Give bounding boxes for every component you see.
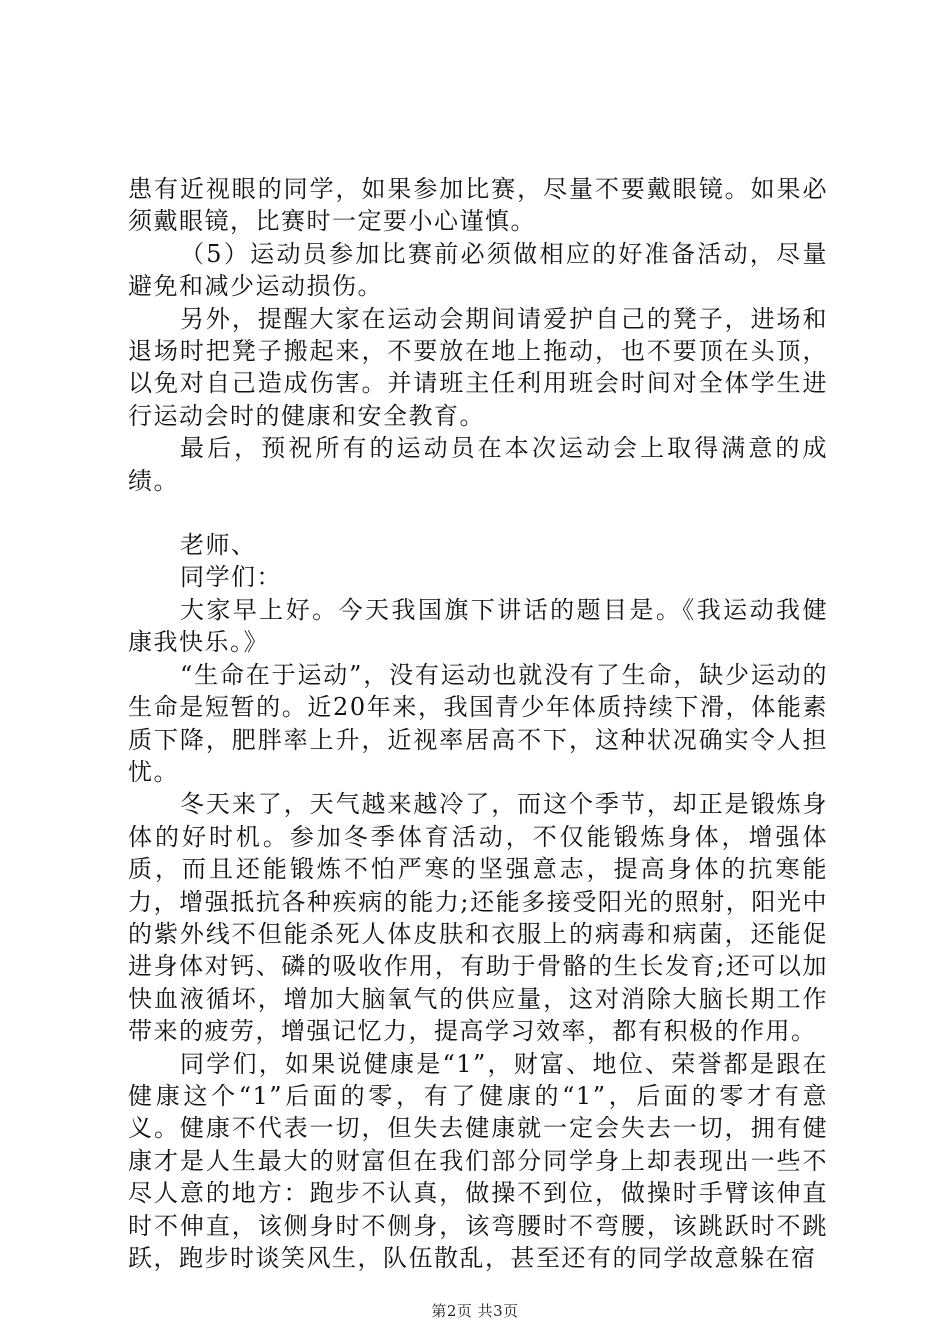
paragraph-health-is-one: 同学们，如果说健康是“1”，财富、地位、荣誉都是跟在健康这个“1”后面的零，有了健康的“1”，后面的零才有意义。健康不代表一切，但失去健康就一定会失去一切，拥有健康才是人生最大的财富但在我们部分同学身上却表现出一些不尽人意的地方：跑步不认真，做操不到位，做操时手臂该伸直时不伸直，该侧身时不侧身，该弯腰时不弯腰，该跳跃时不跳跃，跑步时谈笑风生，队伍散乱，甚至还有的同学故意躲在宿 — [128, 1049, 828, 1272]
salutation-students: 同学们： — [180, 563, 282, 592]
paragraph-life-in-motion: “生命在于运动”，没有运动也就没有了生命，缺少运动的生命是短暂的。近20年来，我国青少年体质持续下滑，体能素质下降，肥胖率上升，近视率居高不下，这种状况确实令人担忧。 — [128, 660, 828, 786]
paragraph-closing-wish: 最后，预祝所有的运动员在本次运动会上取得满意的成绩。 — [128, 434, 828, 495]
section-gap — [128, 497, 828, 529]
paragraph-myopia-note: 患有近视眼的同学，如果参加比赛，尽量不要戴眼镜。如果必须戴眼镜，比赛时一定要小心谨慎。 — [128, 175, 828, 236]
salutation-teachers: 老师、 — [180, 531, 257, 560]
page-number-footer: 第2页 共3页 — [431, 1302, 519, 1320]
document-body — [128, 173, 828, 1274]
paragraph-warmup-note: （5）运动员参加比赛前必须做相应的好准备活动，尽量避免和减少运动损伤。 — [128, 239, 828, 301]
paragraph-greeting-title: 大家早上好。今天我国旗下讲话的题目是。《我运动我健康我快乐。》 — [128, 595, 828, 657]
paragraph-winter-exercise: 冬天来了，天气越来越冷了，而这个季节，却正是锻炼身体的好时机。参加冬季体育活动，不仅能锻炼身体，增强体质，而且还能锻炼不怕严寒的坚强意志，提高身体的抗寒能力，增强抵抗各种疾病的能力;还能多接受阳光的照射，阳光中的紫外线不但能杀死人体皮肤和衣服上的病毒和病菌，还能促进身体对钙、磷的吸收作用，有助于骨骼的生长发育;还可以加快血液循坏，增加大脑氧气的供应量，这对消除大脑长期工作带来的疲劳，增强记忆力，提高学习效率，都有积极的作用。 — [128, 790, 828, 1046]
paragraph-stool-reminder: 另外，提醒大家在运动会期间请爱护自己的凳子，进场和退场时把凳子搬起来，不要放在地上拖动，也不要顶在头顶，以免对自己造成伤害。并请班主任利用班会时间对全体学生进行运动会时的健康和安全教育。 — [128, 304, 828, 430]
